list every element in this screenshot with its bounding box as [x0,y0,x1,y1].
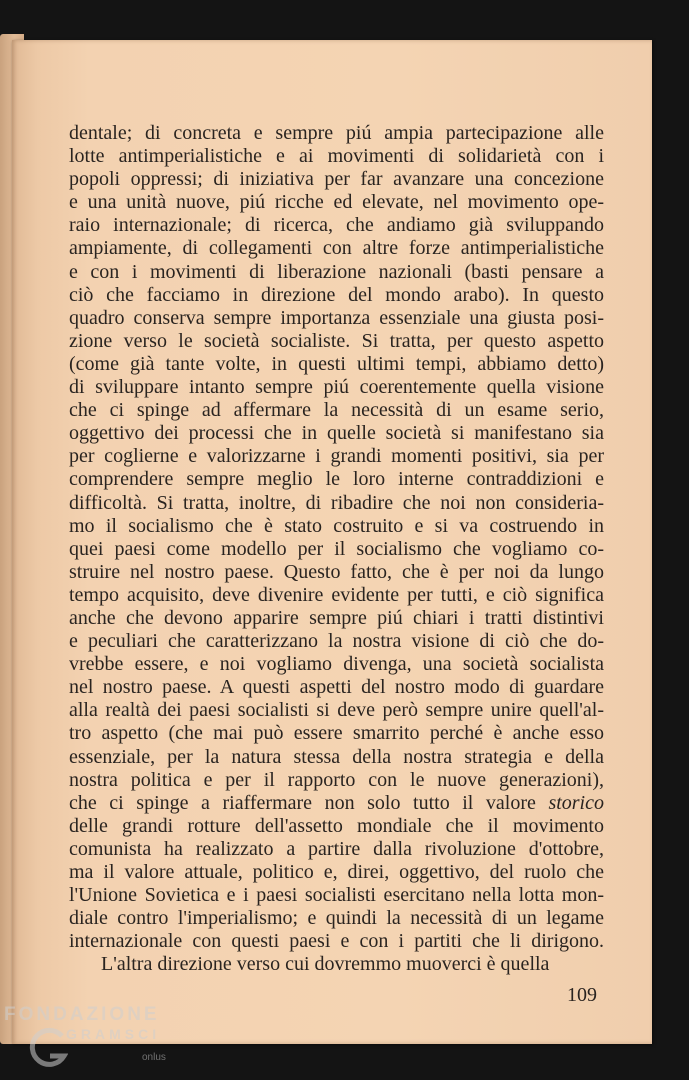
book-page [12,40,652,1044]
text-line: alla realtà dei paesi socialisti si deve però sempre unire quell'al- [69,699,604,722]
text-line: nostra politica e per il rapporto con le nuove generazioni), [69,768,604,791]
text-line: l'Unione Sovietica e i paesi socialisti esercitano nella lotta mon- [69,884,604,907]
text-line-italic [69,792,604,815]
text-line: (come già tante volte, in questi ultimi tempi, abbiamo detto) [69,352,604,375]
text-line: quei paesi come modello per il socialismo che vogliamo co- [69,537,604,560]
text-line: anche che devono apparire sempre piú chiari i tratti distintivi [69,606,604,629]
text-line: struire nel nostro paese. Questo fatto, che è per noi da lungo [69,560,604,583]
text-line: mo il socialismo che è stato costruito e si va costruendo in [69,514,604,537]
text-line: di sviluppare intanto sempre piú coerentemente quella visione [69,376,604,399]
paragraph-start-line: L'altra direzione verso cui dovremmo muoverci è quella [101,953,550,976]
text-line: internazionale con questi paesi e con i partiti che li dirigono. [69,930,604,953]
text-line: e una unità nuove, piú ricche ed elevate, nel movimento ope- [69,191,604,214]
watermark-logo [4,1004,174,1076]
text-line: zione verso le società socialiste. Si tratta, per questo aspetto [69,329,604,352]
text-line: tempo acquisito, deve divenire evidente per tutti, e ciò significa [69,583,604,606]
text-line: diale contro l'imperialismo; e quindi la necessità di un legame [69,907,604,930]
text-line: popoli oppressi; di iniziativa per far avanzare una concezione [69,168,604,191]
italic-word: storico [548,791,604,814]
text-line: quadro conserva sempre importanza essenziale una giusta posi- [69,306,604,329]
text-line: tro aspetto (che mai può essere smarrito perché è anche esso [69,722,604,745]
text-line: che ci spinge ad affermare la necessità di un esame serio, [69,399,604,422]
gramsci-logo-icon [28,1026,68,1072]
text-line: dentale; di concreta e sempre piú ampia partecipazione alle [69,122,604,144]
text-line: per coglierne e valorizzarne i grandi momenti positivi, sia per [69,445,604,468]
text-line: ciò che facciamo in direzione del mondo arabo). In questo [69,283,604,306]
text-line: comunista ha realizzato a partire dalla rivoluzione d'ottobre, [69,837,604,860]
text-line: essenziale, per la natura stessa della nostra strategia e della [69,745,604,768]
body-text [69,122,604,976]
text-line: nel nostro paese. A questi aspetti del nostro modo di guardare [69,676,604,699]
text-line: comprendere sempre meglio le loro interne contraddizioni e [69,468,604,491]
text-line: oggettivo dei processi che in quelle società si manifestano sia [69,422,604,445]
watermark-line2: GRAMSCI [66,1026,161,1042]
text-line: ma il valore attuale, politico e, direi, oggettivo, del ruolo che [69,861,604,883]
text-line: lotte antimperialistiche e ai movimenti di solidarietà con i [69,145,604,168]
page-number: 109 [567,984,597,1006]
text-line: difficoltà. Si tratta, inoltre, di ribadire che noi non consideria- [69,491,604,514]
text-run: che ci spinge a riaffermare non solo tutto il valore [69,791,549,814]
watermark-line1: FONDAZIONE [4,1004,160,1025]
text-line: ampiamente, di collegamenti con altre forze antimperialistiche [69,237,604,260]
text-line: e peculiari che caratterizzano la nostra visione di ciò che do- [69,630,604,653]
watermark-line3: onlus [142,1052,166,1063]
text-line: raio internazionale; di ricerca, che andiamo già sviluppando [69,214,604,237]
text-line: delle grandi rotture dell'assetto mondiale che il movimento [69,814,604,837]
text-line: e con i movimenti di liberazione nazionali (basti pensare a [69,260,604,283]
text-line: vrebbe essere, e noi vogliamo divenga, una società socialista [69,653,604,676]
